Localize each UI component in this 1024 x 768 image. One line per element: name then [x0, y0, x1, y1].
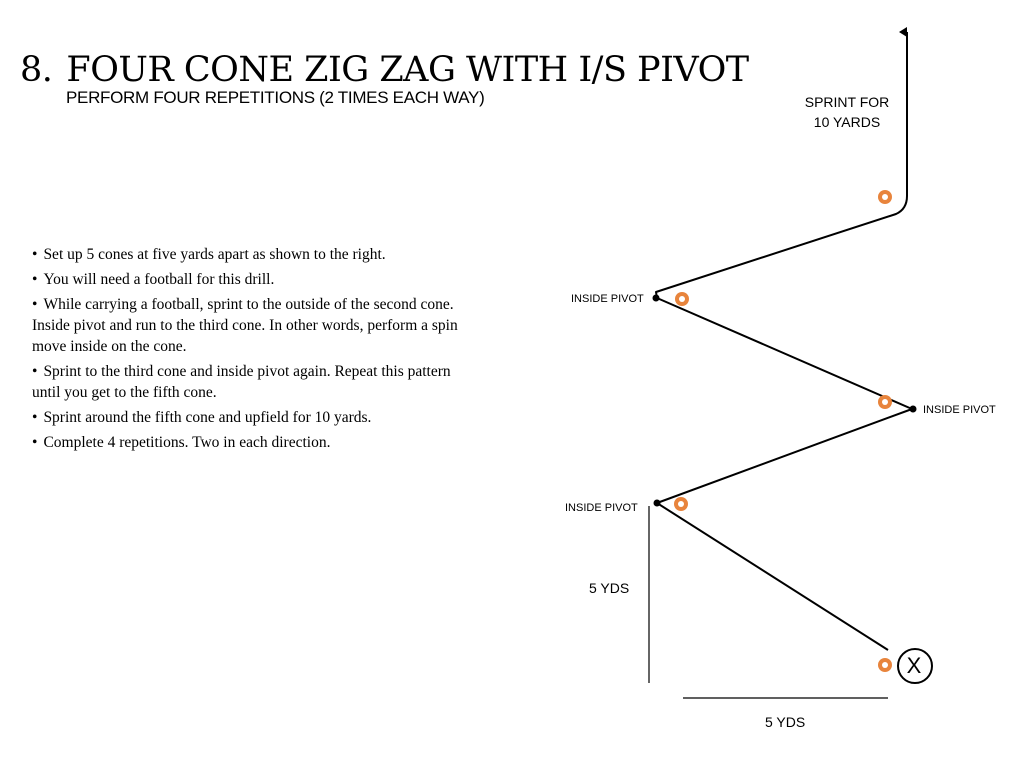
instruction-item: • You will need a football for this drill. — [32, 269, 480, 290]
pivot-point — [653, 295, 660, 302]
pivot-point — [654, 500, 661, 507]
sprint-label-line1: SPRINT FOR — [804, 94, 890, 110]
instruction-item: • Set up 5 cones at five yards apart as shown to the right. — [32, 244, 480, 265]
pivot-point — [910, 406, 917, 413]
cone — [878, 190, 892, 204]
sprint-label-line2: 10 YARDS — [813, 114, 881, 130]
pivot-label: INSIDE PIVOT — [565, 502, 638, 514]
start-marker: X — [906, 653, 922, 678]
vertical-distance-label: 5 YDS — [589, 580, 630, 596]
pivot-label: INSIDE PIVOT — [571, 293, 644, 305]
instruction-item: • Sprint to the third cone and inside pivot again. Repeat this pattern until you get to the fifth cone. — [32, 361, 480, 403]
cone — [675, 292, 689, 306]
horizontal-distance-label: 5 YDS — [765, 714, 806, 730]
cone — [674, 497, 688, 511]
slide-number: 8. — [20, 50, 53, 90]
instruction-item: • While carrying a football, sprint to the outside of the second cone. Inside pivot and run to the third cone. In other words, perform a spin move inside on the cone. — [32, 294, 480, 357]
instruction-item: • Sprint around the fifth cone and upfield for 10 yards. — [32, 407, 480, 428]
sprint-label — [796, 92, 898, 132]
cone — [878, 658, 892, 672]
cone — [878, 395, 892, 409]
slide-title-text: FOUR CONE ZIG ZAG WITH I/S PIVOT — [66, 50, 749, 90]
slide-subtitle: PERFORM FOUR REPETITIONS (2 TIMES EACH WAY) — [66, 88, 485, 107]
instruction-item: • Complete 4 repetitions. Two in each direction. — [32, 432, 480, 453]
pivot-label: INSIDE PIVOT — [923, 404, 996, 416]
